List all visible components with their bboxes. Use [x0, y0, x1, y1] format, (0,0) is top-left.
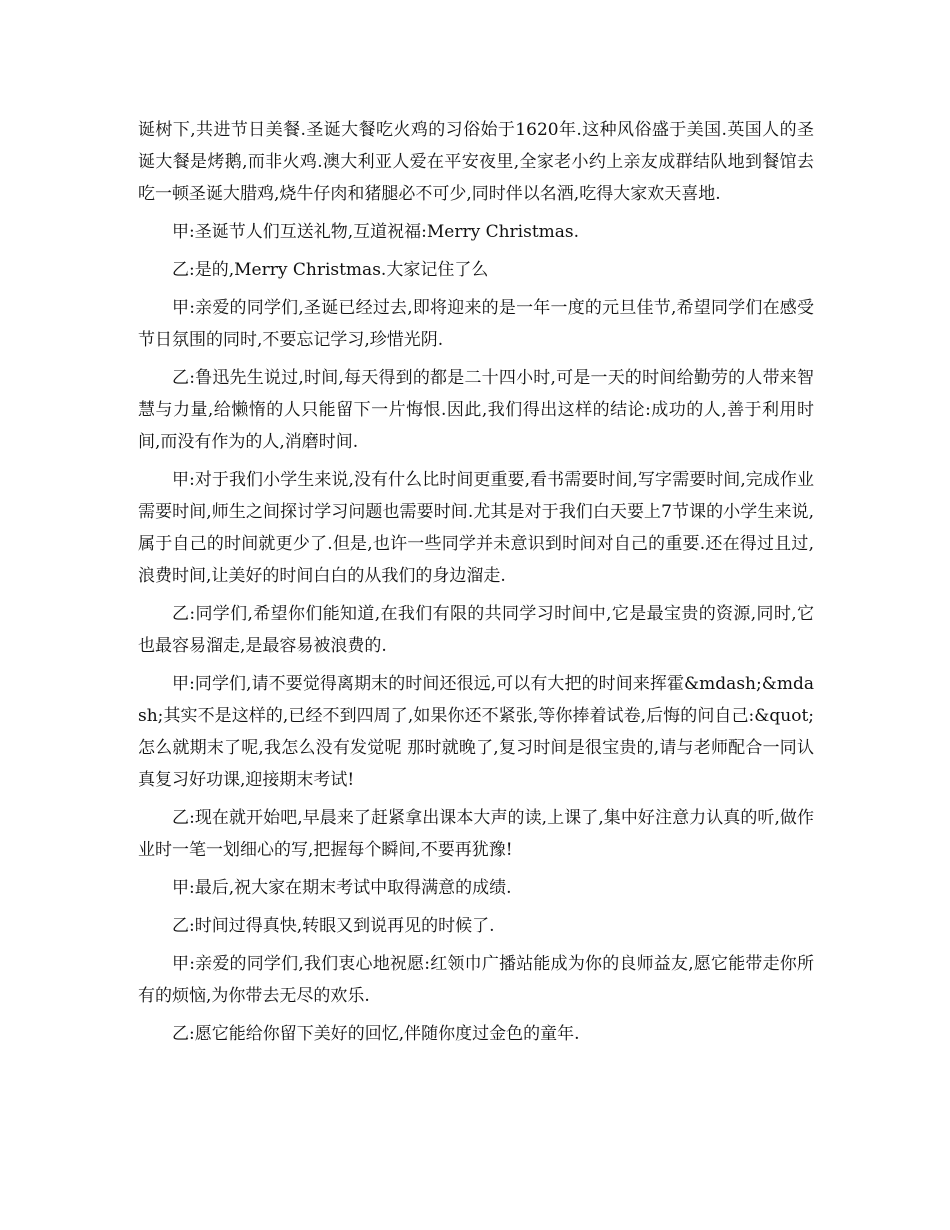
paragraph-dialogue: 乙:现在就开始吧,早晨来了赶紧拿出课本大声的读,上课了,集中好注意力认真的听,做作业时一笔一划细心的写,把握每个瞬间,不要再犹豫! — [138, 808, 814, 860]
paragraph-dialogue: 乙:鲁迅先生说过,时间,每天得到的都是二十四小时,可是一天的时间给勤劳的人带来智慧与力量,给懒惰的人只能留下一片悔恨.因此,我们得出这样的结论:成功的人,善于利用时间,而没有作为的人,消磨时间. — [138, 368, 814, 452]
paragraph-dialogue: 甲:对于我们小学生来说,没有什么比时间更重要,看书需要时间,写字需要时间,完成作业需要时间,师生之间探讨学习问题也需要时间.尤其是对于我们白天要上7节课的小学生来说,属于自己的时间就更少了.但是,也许一些同学并未意识到时间对自己的重要.还在得过且过,浪费时间,让美好的时间白白的从我们的身边溜走. — [138, 470, 814, 586]
paragraph-dialogue: 甲:圣诞节人们互送礼物,互道祝福:Merry Christmas. — [172, 222, 580, 242]
paragraph-dialogue: 乙:同学们,希望你们能知道,在我们有限的共同学习时间中,它是最宝贵的资源,同时,它也最容易溜走,是最容易被浪费的. — [138, 604, 814, 656]
paragraph-dialogue: 乙:是的,Merry Christmas.大家记住了么 — [172, 260, 489, 280]
paragraph-dialogue: 甲:最后,祝大家在期末考试中取得满意的成绩. — [172, 878, 512, 898]
document-body — [138, 114, 814, 1056]
paragraph-dialogue: 甲:亲爱的同学们,圣诞已经过去,即将迎来的是一年一度的元旦佳节,希望同学们在感受节日氛围的同时,不要忘记学习,珍惜光阴. — [138, 298, 814, 350]
paragraph-dialogue: 乙:愿它能给你留下美好的回忆,伴随你度过金色的童年. — [172, 1024, 580, 1044]
paragraph-dialogue: 乙:时间过得真快,转眼又到说再见的时候了. — [172, 916, 495, 936]
paragraph-intro: 诞树下,共进节日美餐.圣诞大餐吃火鸡的习俗始于1620年.这种风俗盛于美国.英国人的圣诞大餐是烤鹅,而非火鸡.澳大利亚人爱在平安夜里,全家老小约上亲友成群结队地到餐馆去吃一顿圣诞大腊鸡,烧牛仔肉和猪腿必不可少,同时伴以名酒,吃得大家欢天喜地. — [138, 120, 814, 204]
paragraph-dialogue: 甲:同学们,请不要觉得离期末的时间还很远,可以有大把的时间来挥霍&mdash;&mdash;其实不是这样的,已经不到四周了,如果你还不紧张,等你捧着试卷,后悔的问自己:&quot;怎么就期末了呢,我怎么没有发觉呢 那时就晚了,复习时间是很宝贵的,请与老师配合一同认真复习好功课,迎接期末考试! — [138, 674, 814, 790]
paragraph-dialogue: 甲:亲爱的同学们,我们衷心地祝愿:红领巾广播站能成为你的良师益友,愿它能带走你所有的烦恼,为你带去无尽的欢乐. — [138, 954, 814, 1006]
